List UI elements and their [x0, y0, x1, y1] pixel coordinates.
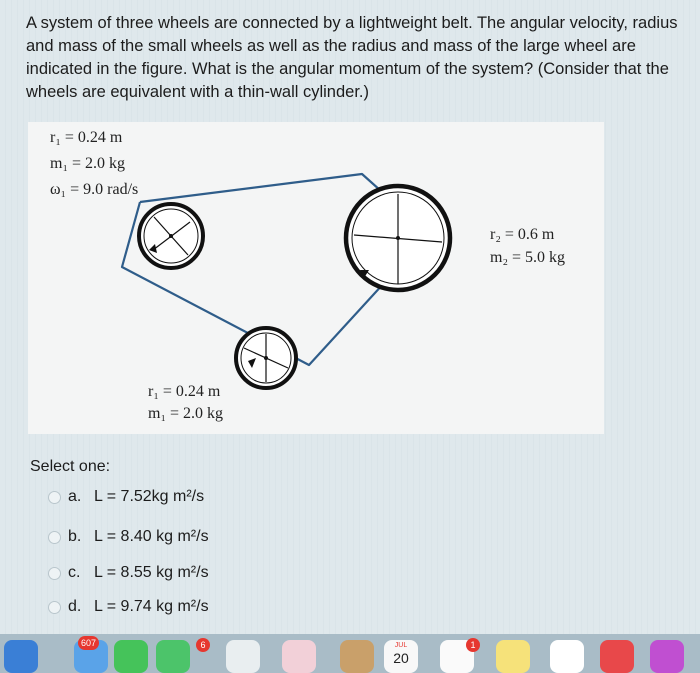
- podcasts-icon[interactable]: [650, 640, 684, 673]
- mail-badge: 607: [78, 636, 99, 650]
- option-b[interactable]: [48, 524, 209, 550]
- maps-icon[interactable]: [226, 640, 260, 673]
- radio-d[interactable]: [48, 601, 61, 614]
- wheel-diagram: [28, 122, 604, 434]
- messages-icon[interactable]: [114, 640, 148, 673]
- small-wheel-bottom: [236, 328, 296, 388]
- option-b-letter: b.: [68, 528, 82, 545]
- right-label-mass: m₂ = 5.0 kg: [490, 249, 566, 266]
- top-label-omega: ω₁ = 9.0 rad/s: [50, 181, 139, 198]
- settings-icon[interactable]: [550, 640, 584, 673]
- reminders-badge: 1: [466, 638, 480, 652]
- radio-b[interactable]: [48, 531, 61, 544]
- option-d-letter: d.: [68, 598, 82, 615]
- photos-icon[interactable]: [282, 640, 316, 673]
- calendar-icon[interactable]: [384, 640, 418, 673]
- question-text: A system of three wheels are connected by a lightweight belt. The angular velocity, radius and mass of the small wheels as well as the radius and mass of the large wheel are indicated in the figure. What is the angular momentum of the system? (Consider that the wheels are equivalent with a thin-wall cylinder.): [26, 14, 678, 101]
- reminders-icon[interactable]: [440, 640, 474, 673]
- option-a-letter: a.: [68, 488, 82, 505]
- large-wheel: [346, 186, 450, 290]
- option-b-text: L = 8.40 kg m²/s: [94, 528, 209, 545]
- stickies-icon[interactable]: [496, 640, 530, 673]
- option-d[interactable]: [48, 594, 209, 620]
- top-label-radius: r₁ = 0.24 m: [50, 129, 123, 146]
- facetime-icon[interactable]: [156, 640, 206, 673]
- mail-icon[interactable]: [74, 640, 108, 673]
- calendar-day: 20: [393, 650, 409, 666]
- wheel-figure: [28, 122, 604, 434]
- option-c-text: L = 8.55 kg m²/s: [94, 564, 209, 581]
- option-a-text: L = 7.52kg m²/s: [94, 488, 205, 505]
- option-c-letter: c.: [68, 564, 81, 581]
- radio-c[interactable]: [48, 567, 61, 580]
- flashcards-icon[interactable]: [600, 640, 634, 673]
- select-one-label: Select one:: [30, 458, 111, 475]
- option-d-text: L = 9.74 kg m²/s: [94, 598, 209, 615]
- facetime-badge: 6: [196, 638, 210, 652]
- bottom-label-radius: r₁ = 0.24 m: [148, 383, 221, 400]
- option-a[interactable]: [48, 484, 204, 510]
- bottom-label-mass: m₁ = 2.0 kg: [148, 405, 224, 422]
- option-c[interactable]: [48, 560, 209, 586]
- right-label-radius: r₂ = 0.6 m: [490, 226, 555, 243]
- notes-icon[interactable]: [340, 640, 374, 673]
- radio-a[interactable]: [48, 491, 61, 504]
- dock: [0, 634, 700, 673]
- calendar-month: JUL: [394, 642, 408, 649]
- safari-icon[interactable]: [4, 640, 38, 673]
- top-label-mass: m₁ = 2.0 kg: [50, 155, 126, 172]
- small-wheel-top: [139, 204, 203, 268]
